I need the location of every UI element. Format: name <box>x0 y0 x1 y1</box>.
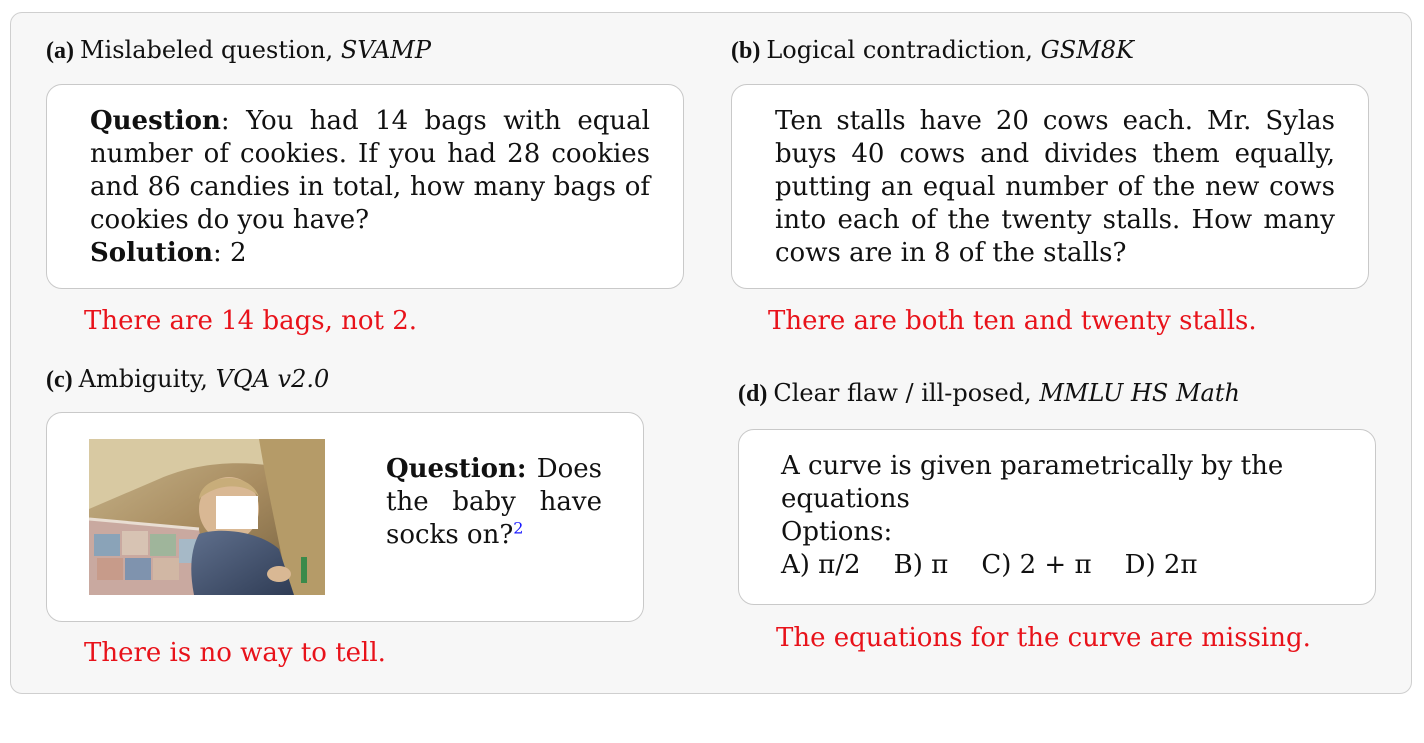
option-b: B) π <box>893 550 949 580</box>
panel-c-heading <box>46 364 329 395</box>
panel-b-dataset: GSM8K <box>1040 36 1134 64</box>
panel-d-title: Clear flaw / ill-posed, <box>773 379 1032 407</box>
panel-d-note: The equations for the curve are missing. <box>776 623 1311 653</box>
option-c: C) 2 + π <box>981 550 1092 580</box>
panel-b-title: Logical contradiction, <box>766 36 1033 64</box>
panel-c-title: Ambiguity, <box>78 365 208 393</box>
panel-a-question-label: Question <box>90 106 221 136</box>
panel-d-text: A curve is given parametrically by the equations <box>781 451 1284 514</box>
panel-c-dataset: VQA v2.0 <box>215 365 330 393</box>
panel-c-note: There is no way to tell. <box>84 638 386 668</box>
panel-b-body: Ten stalls have 20 cows each. Mr. Sylas buys 40 cows and divides them equally, putting an equal number of the new cows into each of the twenty stalls. How many cows are in 8 of the stalls? <box>775 106 1335 268</box>
panel-a-tag: (a) <box>46 38 74 64</box>
option-a: A) π/2 <box>781 550 861 580</box>
panel-c-question-text: Does the baby have socks on? <box>386 454 602 550</box>
baby-photo <box>89 439 325 595</box>
panel-a-body <box>90 105 650 270</box>
option-d: D) 2π <box>1124 550 1198 580</box>
panel-a-question-text: : You had 14 bags with equal number of cookies. If you had 28 cookies and 86 candies in total, how many bags of cookies do you have? <box>90 106 650 235</box>
panel-b-note: There are both ten and twenty stalls. <box>768 306 1257 336</box>
panel-c-body <box>386 453 602 552</box>
panel-d-body <box>781 450 1341 582</box>
panel-c-tag: (c) <box>46 367 73 393</box>
panel-d-dataset: MMLU HS Math <box>1039 379 1240 407</box>
panel-d-tag: (d) <box>738 381 768 407</box>
panel-b-tag: (b) <box>731 38 761 64</box>
panel-a-solution-label: Solution <box>90 238 214 268</box>
panel-d-options-label: Options: <box>781 517 893 547</box>
panel-a-solution-text: : 2 <box>213 238 247 268</box>
panel-a-title: Mislabeled question, <box>79 36 334 64</box>
panel-d-heading <box>738 378 1240 409</box>
panel-a-heading <box>46 35 431 66</box>
panel-c-question-label: Question: <box>386 454 527 484</box>
footnote-ref[interactable]: 2 <box>513 518 524 538</box>
panel-d-options <box>781 549 1341 582</box>
panel-a-note: There are 14 bags, not 2. <box>84 306 418 336</box>
panel-a-dataset: SVAMP <box>340 36 432 64</box>
panel-b-heading <box>731 35 1134 66</box>
